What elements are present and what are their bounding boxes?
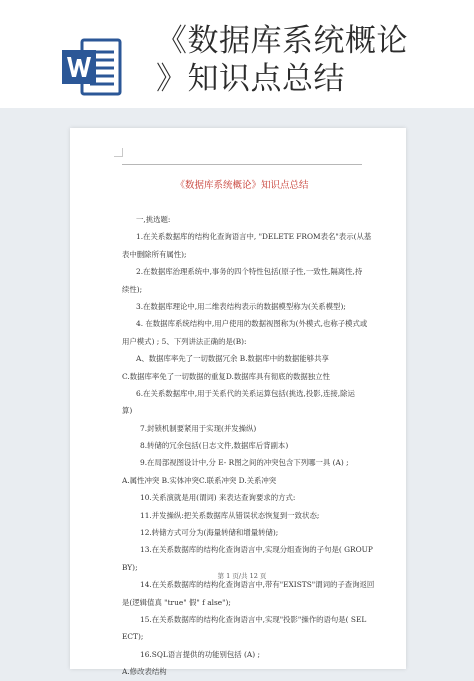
document-line: 一,挑选题:	[136, 215, 171, 224]
document-line: 6.在关系数据库中,用于关系代的关系运算包括(挑选,投影,连接,除运	[136, 388, 355, 398]
document-line: ECT);	[122, 632, 144, 642]
document-line: 16.SQL语言提供的功能别包括 (A) ;	[140, 649, 260, 659]
page-corner-mark	[114, 148, 123, 157]
document-line: BY);	[122, 562, 138, 572]
document-line: A.修改表结构	[122, 667, 167, 677]
document-line: 15.在关系数据库的结构化查询语言中,实现"投影"操作的语句是( SEL	[140, 614, 367, 624]
document-line: 10.关系演就是用(谓词) 来表达查询要求的方式:	[140, 493, 296, 503]
document-line: 2.在数据库治理系统中,事务的四个特性包括(原子性,一致性,隔离性,持	[136, 267, 363, 277]
document-line: 12.转储方式可分为(海量转储和增量转储);	[140, 528, 279, 538]
banner-title-line-1: 《数据库系统概论	[156, 23, 408, 59]
banner-title-line-2: 》知识点总结	[156, 61, 345, 97]
document-body	[122, 211, 378, 681]
document-line: 14.在关系数据库的结构化查询语言中,带有"EXISTS"谓词的子查询返回	[140, 580, 375, 590]
document-line: 8.转储的冗余包括(日志文件,数据库后背副本)	[140, 441, 289, 451]
banner	[0, 0, 474, 108]
document-line: 表中删除所有属性);	[122, 249, 187, 259]
page-footer: 第 1 页/共 12 页	[217, 572, 267, 580]
document-line: 13.在关系数据库的结构化查询语言中,实现分组查询的子句是( GROUP	[140, 545, 373, 555]
document-line: 续性);	[122, 284, 143, 294]
document-line: 9.在局部视图设计中,分 E- R图之间的冲突包含下列哪一具 (A) ;	[140, 458, 349, 468]
document-line: 用户模式) ; 5、下列讲法正确的是(B):	[122, 336, 247, 346]
document-line: 算)	[122, 406, 133, 416]
header-rule	[122, 164, 362, 165]
document-line: 3.在数据库理论中,用二维表结构表示的数据模型称为(关系模型);	[136, 301, 346, 311]
document-line: 4. 在数据库系统结构中,用户使用的数据视图称为(外模式,也称子模式或	[136, 319, 368, 329]
document-line: C.数据库率免了一切数据的重复D.数据库具有彻底的数据独立性	[122, 371, 330, 381]
document-line: 1.在关系数据库的结构化查询语言中, "DELETE FROM表名"表示(从基	[136, 232, 372, 242]
banner-title	[156, 22, 456, 98]
document-title: 《数据库系统概论》知识点总结	[175, 180, 309, 191]
document-line: A.属性冲突 B.实体冲突C.联系冲突 D.关系冲突	[122, 475, 277, 485]
document-page	[70, 128, 406, 677]
word-document-icon	[62, 38, 122, 96]
document-line: 7.封锁机制要紧用于实现(并发操纵)	[140, 423, 257, 433]
document-line: 是(逻辑值真 "true" 假" f alse");	[122, 597, 231, 607]
document-line: 11.并发操纵:把关系数据库从错误状态恢复到一致状态;	[140, 510, 320, 520]
document-line: A、数据库率先了一切数据冗余 B.数据库中的数据能够共享	[136, 354, 329, 364]
